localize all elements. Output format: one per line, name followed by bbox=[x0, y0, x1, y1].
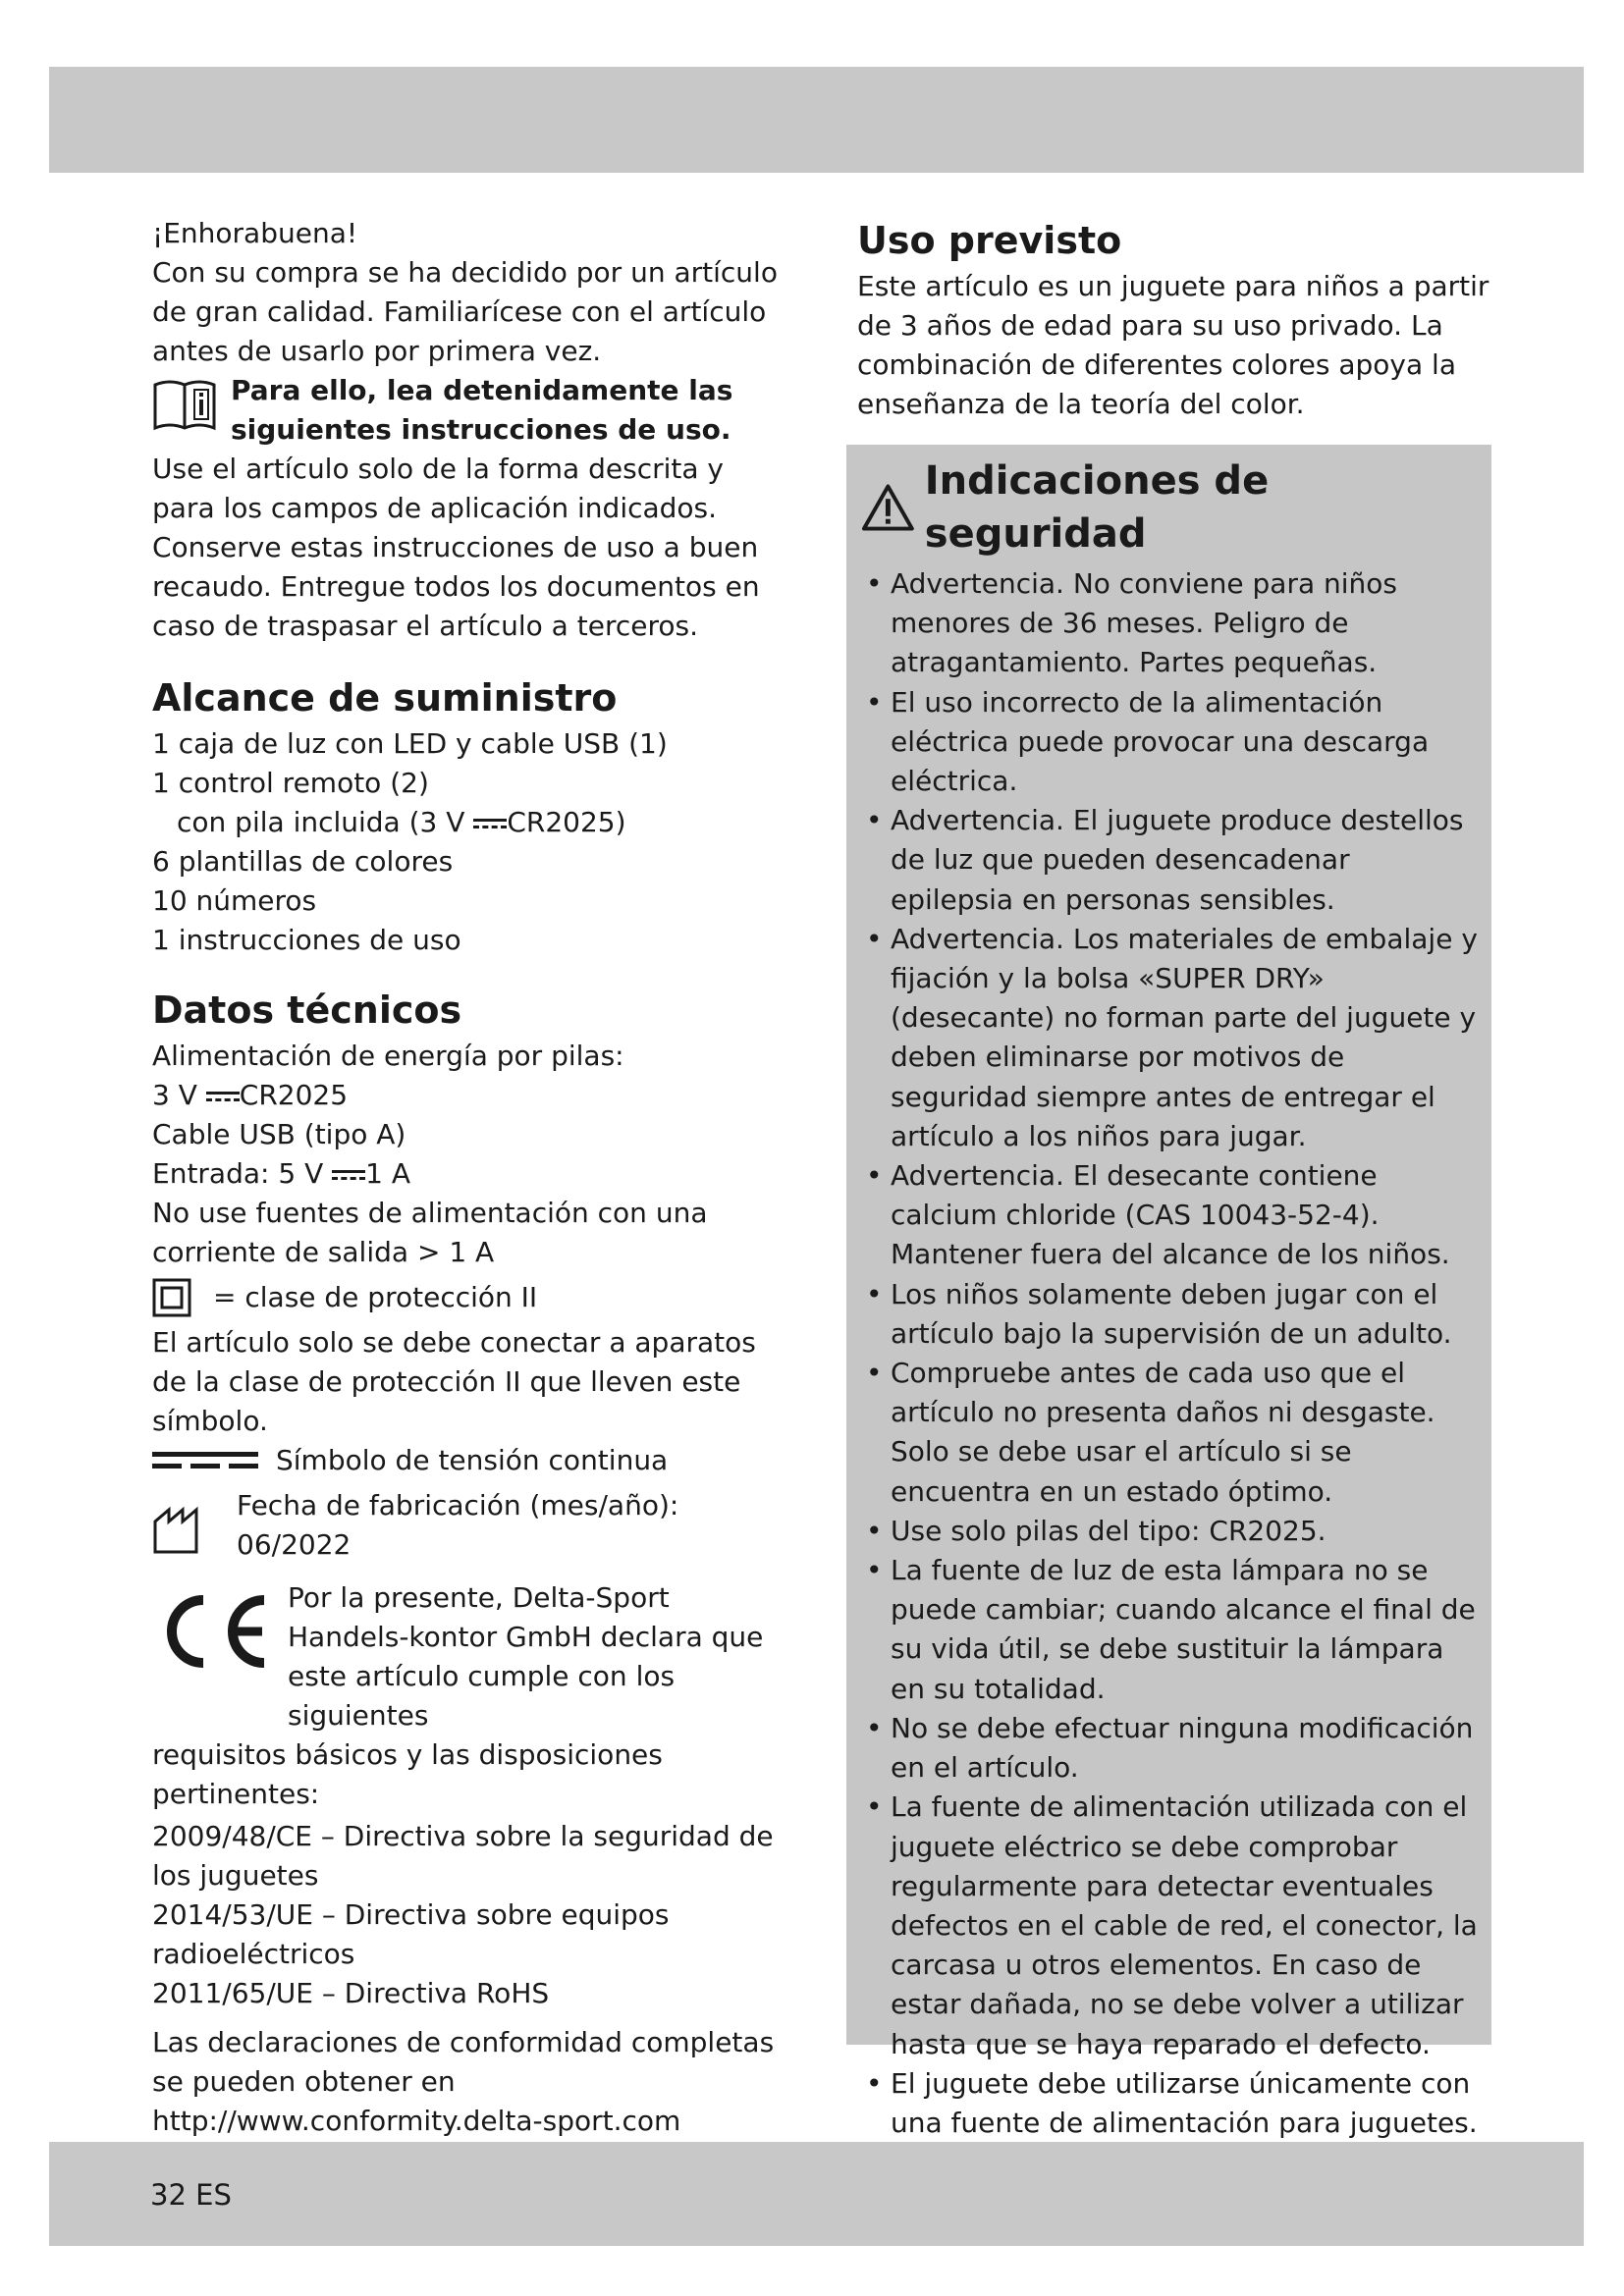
page-number: 32 ES bbox=[150, 2178, 232, 2212]
supply-line-2: 1 control remoto (2) bbox=[152, 767, 429, 799]
note-text: Para ello, lea detenidamente las siguientes instrucciones de uso. bbox=[231, 374, 733, 446]
dc-voltage-icon bbox=[152, 1447, 258, 1474]
safety-item: • Advertencia. Los materiales de embalaje y fijación y la bolsa «SUPER DRY» (desecante) no forman parte del juguete y deben eliminarse por motivos de seguridad siempre antes de entregar el artículo a los niños para jugar. bbox=[864, 920, 1480, 1156]
read-instructions-note bbox=[152, 371, 781, 450]
left-column bbox=[152, 214, 781, 2141]
safety-item: • La fuente de luz de esta lámpara no se puede cambiar; cuando alcance el final de su vida útil, se debe sustituir la lámpara en su totalidad. bbox=[864, 1551, 1480, 1709]
dc-symbol-row bbox=[152, 1441, 781, 1480]
power-label: Alimentación de energía por pilas: bbox=[152, 1040, 624, 1072]
connect-text: El artículo solo se debe conectar a aparatos de la clase de protección II que lleven este símbolo. bbox=[152, 1326, 756, 1437]
conformity-text: Las declaraciones de conformidad completas se pueden obtener en bbox=[152, 2026, 775, 2098]
book-info-icon bbox=[152, 377, 217, 432]
directive-1: 2009/48/CE – Directiva sobre la seguridad de los juguetes bbox=[152, 1820, 774, 1892]
safety-item: • El uso incorrecto de la alimentación eléctrica puede provocar una descarga eléctrica. bbox=[864, 683, 1480, 802]
dc-symbol-icon bbox=[332, 1167, 365, 1183]
safety-list bbox=[846, 564, 1491, 2143]
usage-text: Use el artículo solo de la forma descrita y para los campos de aplicación indicados. Conserve estas instrucciones de uso a buen recaudo. Entregue todos los documentos en caso de traspasar el artículo a terceros. bbox=[152, 453, 760, 642]
safety-item: • La fuente de alimentación utilizada con el juguete eléctrico se debe comprobar regularmente para detectar eventuales defectos en el cable de red, el conector, la carcasa u otros elementos. En caso de estar dañada, no se debe volver a utilizar hasta que se haya reparado el defecto. bbox=[864, 1788, 1480, 2063]
greeting: ¡Enhorabuena! bbox=[152, 217, 358, 249]
manufacture-date-label: Fecha de fabricación (mes/año): bbox=[237, 1489, 679, 1522]
manufacture-date-icon bbox=[152, 1500, 221, 1555]
manufacture-date-value: 06/2022 bbox=[237, 1528, 352, 1561]
no-use-text: No use fuentes de alimentación con una corriente de salida > 1 A bbox=[152, 1197, 708, 1268]
supply-line-4: 6 plantillas de colores bbox=[152, 845, 454, 878]
intro-text: Con su compra se ha decidido por un artículo de gran calidad. Familiarícese con el artículo antes de usarlo por primera vez. bbox=[152, 256, 778, 367]
usb-spec: Cable USB (tipo A) bbox=[152, 1118, 406, 1150]
ce-mark-icon bbox=[152, 1592, 272, 1671]
protection-class-ii-icon bbox=[152, 1278, 191, 1317]
directive-2: 2014/53/UE – Directiva sobre equipos radioeléctricos bbox=[152, 1898, 670, 1970]
protection-class-row bbox=[152, 1278, 781, 1317]
conformity-url: http://www.conformity.delta-sport.com bbox=[152, 2105, 681, 2137]
supply-line-1: 1 caja de luz con LED y cable USB (1) bbox=[152, 727, 668, 760]
footer-bar bbox=[49, 2142, 1584, 2246]
dc-symbol-icon bbox=[473, 816, 507, 831]
header-bar bbox=[49, 67, 1584, 173]
supply-title: Alcance de suministro bbox=[152, 676, 618, 720]
battery-spec: 3 V CR2025 bbox=[152, 1079, 349, 1111]
safety-item: • El juguete debe utilizarse únicamente con una fuente de alimentación para juguetes. bbox=[864, 2064, 1480, 2143]
tech-title: Datos técnicos bbox=[152, 988, 462, 1032]
right-column bbox=[857, 214, 1495, 424]
safety-item: • No se debe efectuar ninguna modificación en el artículo. bbox=[864, 1709, 1480, 1788]
safety-item: • Advertencia. No conviene para niños menores de 36 meses. Peligro de atragantamiento. Partes pequeñas. bbox=[864, 564, 1480, 683]
directive-3: 2011/65/UE – Directiva RoHS bbox=[152, 1977, 550, 2009]
protection-class-text: = clase de protección II bbox=[213, 1281, 538, 1313]
supply-line-5: 10 números bbox=[152, 884, 317, 917]
safety-item: • Compruebe antes de cada uso que el artículo no presenta daños ni desgaste. Solo se debe usar el artículo si se encuentra en un estado óptimo. bbox=[864, 1354, 1480, 1512]
input-spec: Entrada: 5 V 1 A bbox=[152, 1157, 410, 1190]
supply-line-3: con pila incluida (3 V CR2025) bbox=[177, 806, 626, 838]
safety-item: • Advertencia. El juguete produce destellos de luz que pueden desencadenar epilepsia en personas sensibles. bbox=[864, 801, 1480, 920]
supply-line-6: 1 instrucciones de uso bbox=[152, 924, 461, 956]
ce-text: Por la presente, Delta-Sport Handels-kontor GmbH declara que este artículo cumple con los siguientes bbox=[288, 1581, 764, 1732]
safety-title: Indicaciones de seguridad bbox=[846, 454, 1491, 561]
safety-item: • Los niños solamente deben jugar con el artículo bajo la supervisión de un adulto. bbox=[864, 1275, 1480, 1354]
warning-icon bbox=[861, 483, 915, 532]
safety-item: • Advertencia. El desecante contiene calcium chloride (CAS 10043-52-4). Mantener fuera del alcance de los niños. bbox=[864, 1156, 1480, 1275]
intended-use-title: Uso previsto bbox=[857, 219, 1122, 262]
ce-text-continued: requisitos básicos y las disposiciones pertinentes: bbox=[152, 1738, 663, 1810]
ce-row bbox=[152, 1578, 781, 1735]
intended-use-text: Este artículo es un juguete para niños a partir de 3 años de edad para su uso privado. La combinación de diferentes colores apoya la enseñanza de la teoría del color. bbox=[857, 270, 1489, 420]
manufacture-date-row bbox=[152, 1486, 781, 1565]
safety-box bbox=[846, 445, 1491, 2139]
dc-symbol-icon bbox=[206, 1089, 240, 1104]
dc-symbol-text: Símbolo de tensión continua bbox=[276, 1444, 669, 1476]
safety-item: • Use solo pilas del tipo: CR2025. bbox=[864, 1512, 1480, 1551]
